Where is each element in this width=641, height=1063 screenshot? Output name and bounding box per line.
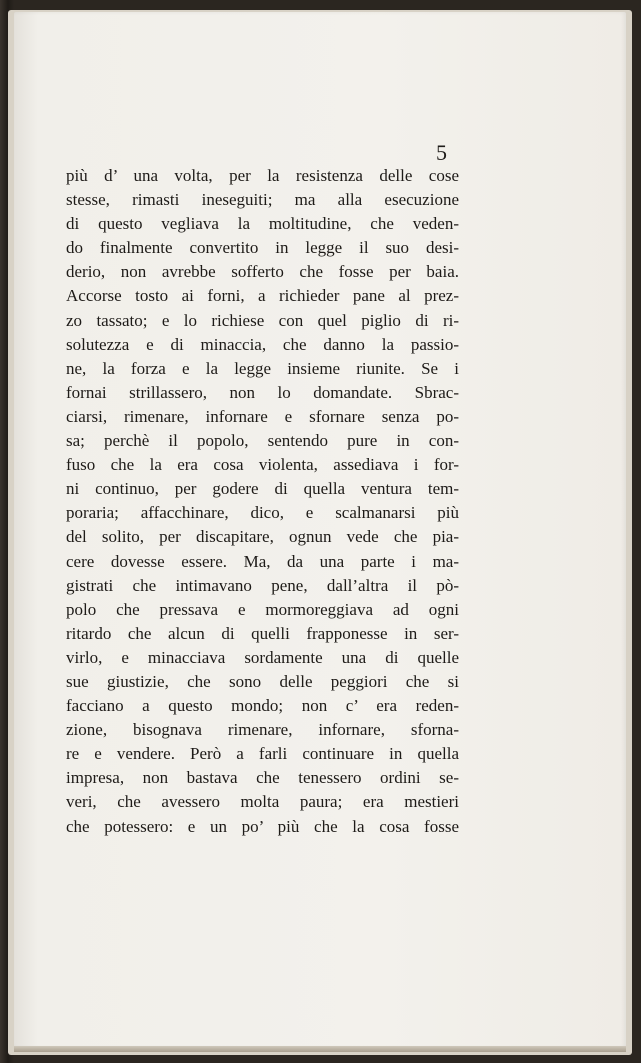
text-line: veri, che avessero molta paura; era mestieri (66, 792, 459, 812)
text-line: sa; perchè il popolo, sentendo pure in con- (66, 431, 459, 451)
body-text (66, 164, 459, 839)
page-number: 5 (436, 140, 447, 165)
page-edge (14, 1046, 626, 1052)
text-line: re e vendere. Però a farli continuare in quella (66, 744, 459, 764)
text-line: del solito, per discapitare, ognun vede che pia- (66, 527, 459, 547)
text-line: virlo, e minacciava sordamente una di quelle (66, 647, 459, 667)
text-line: che potessero: e un po’ più che la cosa fosse (66, 816, 459, 836)
text-line: zione, bisognava rimenare, infornare, sforna- (66, 720, 459, 740)
text-line: ni continuo, per godere di quella ventura tem- (66, 479, 459, 499)
text-line: sue giustizie, che sono delle peggiori che si (66, 671, 459, 691)
text-line: impresa, non bastava che tenessero ordini se- (66, 768, 459, 788)
text-line: stesse, rimasti ineseguiti; ma alla esecuzione (66, 190, 459, 210)
text-line: derio, non avrebbe sofferto che fosse per baia. (66, 262, 459, 282)
text-line: solutezza e di minaccia, che danno la passio- (66, 334, 459, 354)
text-line: ciarsi, rimenare, infornare e sfornare senza po- (66, 406, 459, 426)
text-line: fornai strillassero, non lo domandate. Sbrac- (66, 382, 459, 402)
text-line: facciano a questo mondo; non c’ era reden- (66, 696, 459, 716)
text-line: ne, la forza e la legge insieme riunite. Se i (66, 358, 459, 378)
text-line: cere dovesse essere. Ma, da una parte i ma- (66, 551, 459, 571)
text-line: gistrati che intimavano pene, dall’altra il pò- (66, 575, 459, 595)
text-line: fuso che la era cosa violenta, assediava i for- (66, 455, 459, 475)
text-line: poraria; affacchinare, dico, e scalmanarsi più (66, 503, 459, 523)
text-line: ritardo che alcun di quelli frapponesse in ser- (66, 623, 459, 643)
text-line: di questo vegliava la moltitudine, che veden- (66, 214, 459, 234)
text-line: Accorse tosto ai forni, a richieder pane al prez- (66, 286, 459, 306)
text-line: do finalmente convertito in legge il suo desi- (66, 238, 459, 258)
text-line: zo tassato; e lo richiese con quel piglio di ri- (66, 310, 459, 330)
text-line: polo che pressava e mormoreggiava ad ogni (66, 599, 459, 619)
text-line: più d’ una volta, per la resistenza delle cose (66, 166, 459, 185)
